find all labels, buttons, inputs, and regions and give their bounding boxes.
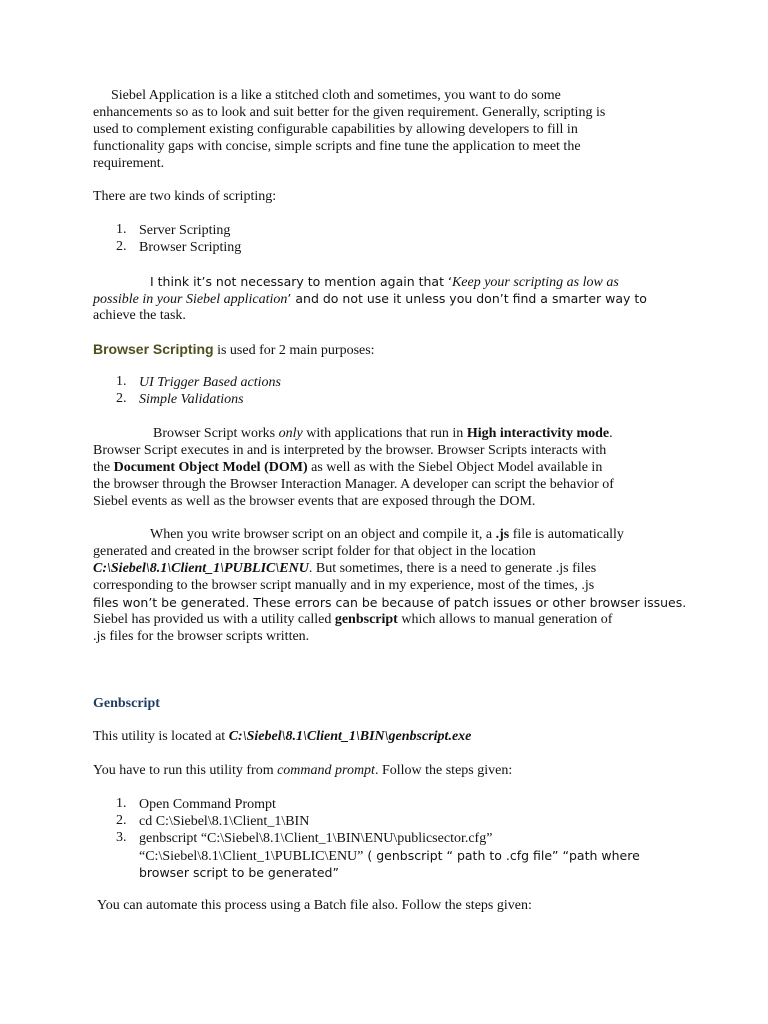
list-item-text: genbscript “C:\Siebel\8.1\Client_1\BIN\ENU\publicsector.cfg” xyxy=(139,831,493,846)
list-item-continuation: “C:\Siebel\8.1\Client_1\PUBLIC\ENU” ( genbscript “ path to .cfg file” “path where xyxy=(139,848,640,864)
note-line-3: achieve the task. xyxy=(93,308,186,323)
js-para-line-2: generated and created in the browser script folder for that object in the location xyxy=(93,544,536,559)
js-para-line-1: When you write browser script on an object and compile it, a .js file is automatically xyxy=(150,527,624,542)
intro-line-3: used to complement existing configurable capabilities by allowing developers to fill in xyxy=(93,122,578,137)
utility-location: This utility is located at C:\Siebel\8.1\Client_1\BIN\genbscript.exe xyxy=(93,729,472,744)
note-line-1: I think it’s not necessary to mention again that ‘Keep your scripting as low as xyxy=(150,274,619,290)
note-line-2: possible in your Siebel application’ and do not use it unless you don’t find a smarter way to xyxy=(93,291,647,307)
js-para-line-5: files won’t be generated. These errors can be because of patch issues or other browser issues. xyxy=(93,595,687,610)
js-para-line-4: corresponding to the browser script manually and in my experience, most of the times, .js xyxy=(93,578,595,593)
js-para-line-7: .js files for the browser scripts written. xyxy=(93,629,310,644)
batch-instructions: You can automate this process using a Batch file also. Follow the steps given: xyxy=(97,898,532,913)
genbscript-heading: Genbscript xyxy=(93,696,160,711)
run-instructions: You have to run this utility from command prompt. Follow the steps given: xyxy=(93,763,513,778)
intro-line-4: functionality gaps with concise, simple scripts and fine tune the application to meet the xyxy=(93,139,581,154)
list-item-text: cd C:\Siebel\8.1\Client_1\BIN xyxy=(139,814,310,829)
list-number: 1. xyxy=(116,796,127,811)
list-item-text: Simple Validations xyxy=(139,392,244,407)
intro-line-2: enhancements so as to look and suit better for the given requirement. Generally, scripting is xyxy=(93,105,606,120)
list-number: 1. xyxy=(116,374,127,389)
js-para-line-6: Siebel has provided us with a utility called genbscript which allows to manual generation of xyxy=(93,612,613,627)
intro-line-5: requirement. xyxy=(93,156,165,171)
list-item-text: UI Trigger Based actions xyxy=(139,375,281,390)
list-item-text: Open Command Prompt xyxy=(139,797,276,812)
list-number: 2. xyxy=(116,391,127,406)
browser-para-line-5: Siebel events as well as the browser events that are exposed through the DOM. xyxy=(93,494,536,509)
js-para-line-3: C:\Siebel\8.1\Client_1\PUBLIC\ENU. But sometimes, there is a need to generate .js files xyxy=(93,561,597,576)
kinds-heading: There are two kinds of scripting: xyxy=(93,189,277,204)
list-item-continuation: browser script to be generated” xyxy=(139,865,339,880)
purposes-heading: Browser Scripting is used for 2 main purposes: xyxy=(93,341,375,358)
browser-para-line-1: Browser Script works only with applications that run in High interactivity mode. xyxy=(153,426,613,441)
browser-para-line-2: Browser Script executes in and is interpreted by the browser. Browser Scripts interacts with xyxy=(93,443,607,458)
intro-line-1: Siebel Application is a like a stitched cloth and sometimes, you want to do some xyxy=(111,88,561,103)
browser-para-line-4: the browser through the Browser Interaction Manager. A developer can script the behavior of xyxy=(93,477,614,492)
list-number: 1. xyxy=(116,222,127,237)
list-item-text: Browser Scripting xyxy=(139,240,242,255)
browser-para-line-3: the Document Object Model (DOM) as well as with the Siebel Object Model available in xyxy=(93,460,603,475)
list-number: 3. xyxy=(116,830,127,845)
list-number: 2. xyxy=(116,239,127,254)
list-item-text: Server Scripting xyxy=(139,223,231,238)
list-number: 2. xyxy=(116,813,127,828)
